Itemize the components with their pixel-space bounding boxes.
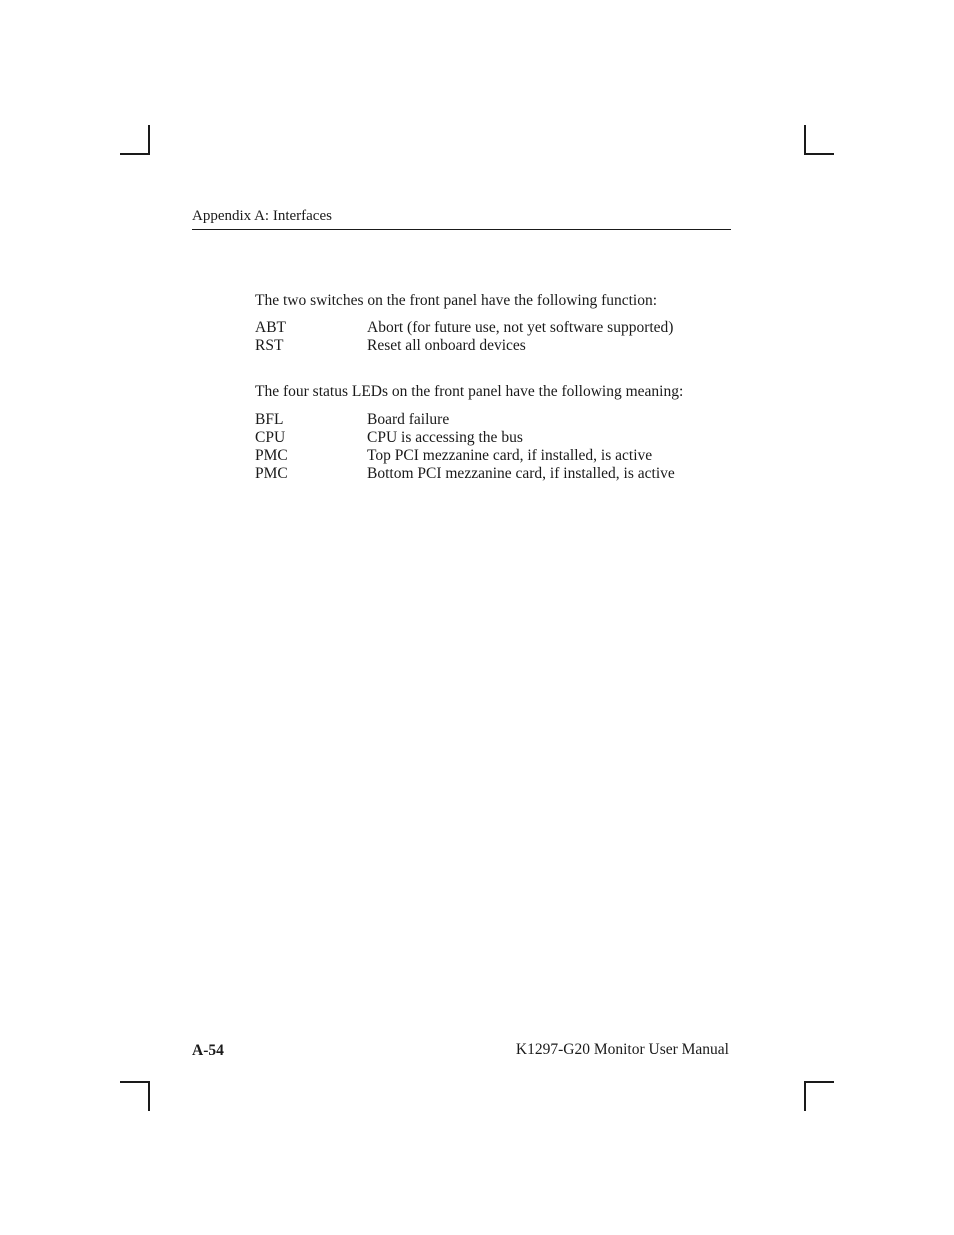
switch-term: RST [255,337,284,354]
switch-desc: Abort (for future use, not yet software supported) [367,319,674,336]
led-term: CPU [255,429,286,446]
page-number: A-54 [192,1042,224,1059]
running-header [192,207,731,230]
crop-mark-bottom-left-vertical [148,1081,150,1111]
crop-mark-bottom-left-horizontal [120,1081,150,1083]
led-term: PMC [255,465,288,482]
list-item [255,465,675,483]
crop-mark-bottom-right-vertical [804,1081,806,1111]
crop-mark-top-right-vertical [804,125,806,155]
switches-list [255,319,673,355]
led-term: PMC [255,447,288,464]
crop-mark-top-left-vertical [148,125,150,155]
led-desc: Top PCI mezzanine card, if installed, is active [367,447,653,464]
list-item [255,429,675,447]
led-desc: Board failure [367,411,450,428]
switches-intro: The two switches on the front panel have the following function: [255,292,658,309]
led-term: BFL [255,411,284,428]
list-item [255,411,675,429]
leds-intro: The four status LEDs on the front panel have the following meaning: [255,383,684,400]
crop-mark-top-left-horizontal [120,153,150,155]
manual-title: K1297-G20 Monitor User Manual [515,1041,729,1058]
leds-list [255,411,675,483]
crop-mark-top-right-horizontal [804,153,834,155]
list-item [255,319,673,337]
led-desc: CPU is accessing the bus [367,429,523,446]
header-title: Appendix A: Interfaces [192,208,332,224]
crop-mark-bottom-right-horizontal [804,1081,834,1083]
led-desc: Bottom PCI mezzanine card, if installed, is active [367,465,675,482]
list-item [255,337,673,355]
switch-term: ABT [255,319,286,336]
list-item [255,447,675,465]
switch-desc: Reset all onboard devices [367,337,526,354]
